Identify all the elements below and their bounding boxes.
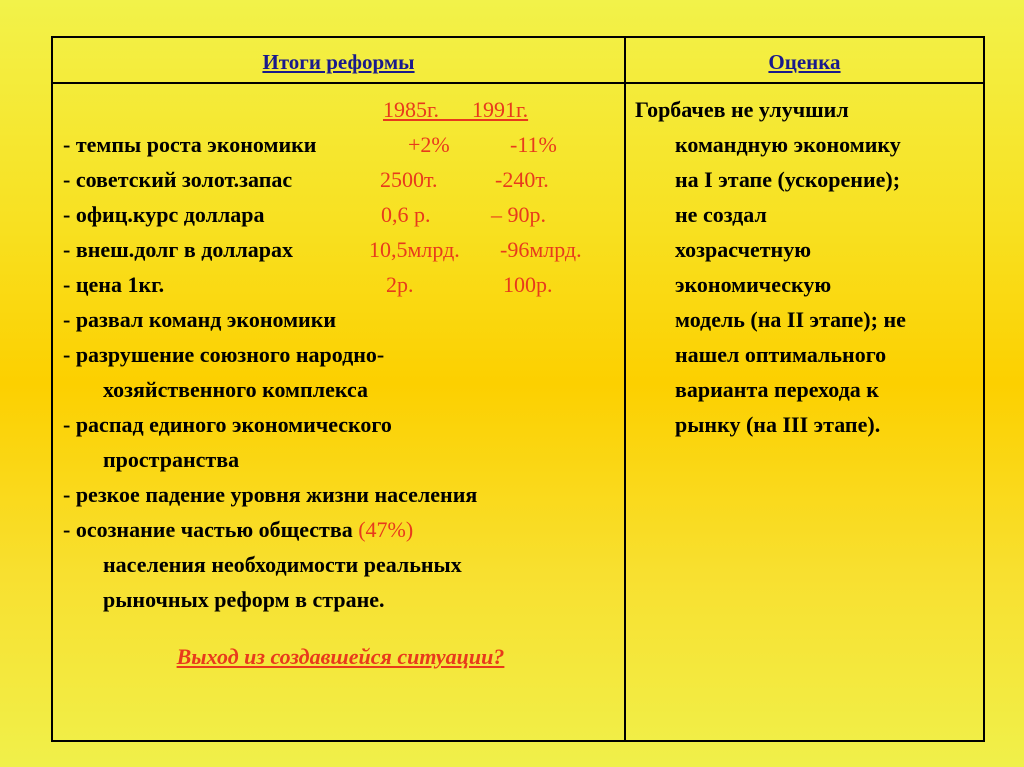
years-header: 1985г. 1991г. (383, 97, 529, 122)
result-item (63, 512, 618, 547)
question-text: Выход из создавшейся ситуации? (176, 644, 505, 669)
assessment-line: не создал (675, 202, 767, 227)
assessment-column (635, 92, 980, 442)
result-item-continued: пространства (103, 447, 240, 472)
stat-value-1985: 2р. (386, 272, 414, 297)
assessment-line: варианта перехода к (675, 377, 879, 402)
stat-value-1985: 0,6 р. (381, 202, 431, 227)
stat-row-dollar (63, 197, 618, 232)
stat-value-1991: 100р. (503, 272, 553, 297)
assessment-line: командную экономику (675, 132, 901, 157)
assessment-line: рынку (на III этапе). (675, 412, 881, 437)
result-item: - распад единого экономического (63, 412, 392, 437)
stat-label: - цена 1кг. (63, 272, 165, 297)
stat-label: - советский золот.запас (63, 167, 293, 192)
stat-value-1985: 10,5млрд. (369, 237, 460, 262)
result-item-continued: рыночных реформ в стране. (103, 587, 385, 612)
assessment-line: Горбачев не улучшил (635, 97, 849, 122)
stat-value-1991: -96млрд. (500, 237, 582, 262)
result-item-text: - осознание частью общества (63, 517, 353, 542)
results-table (51, 36, 985, 742)
header-assessment: Оценка (768, 50, 841, 74)
stat-label: - темпы роста экономики (63, 132, 317, 157)
assessment-line: модель (на II этапе); не (675, 307, 906, 332)
stat-value-1991: -11% (510, 132, 557, 157)
stat-row-price (63, 267, 618, 302)
stat-label: - офиц.курс доллара (63, 202, 265, 227)
assessment-line: на I этапе (ускорение); (675, 167, 901, 192)
result-item: - развал команд экономики (63, 307, 337, 332)
stat-row-growth (63, 127, 618, 162)
assessment-line: нашел оптимального (675, 342, 887, 367)
stat-value-1991: -240т. (495, 167, 549, 192)
header-results: Итоги реформы (262, 50, 415, 74)
result-item: - резкое падение уровня жизни населения (63, 482, 478, 507)
column-divider (624, 38, 626, 740)
stat-row-gold (63, 162, 618, 197)
percent-value: (47%) (358, 517, 414, 542)
result-item-continued: населения необходимости реальных (103, 552, 462, 577)
results-column (63, 92, 618, 674)
assessment-line: хозрасчетную (675, 237, 812, 262)
stat-label: - внеш.долг в долларах (63, 237, 294, 262)
stat-value-1991: – 90р. (491, 202, 546, 227)
stat-value-1985: 2500т. (380, 167, 438, 192)
stat-row-debt (63, 232, 618, 267)
assessment-line: экономическую (675, 272, 832, 297)
header-divider (53, 82, 983, 84)
result-item: - разрушение союзного народно- (63, 342, 385, 367)
result-item-continued: хозяйственного комплекса (103, 377, 368, 402)
stat-value-1985: +2% (408, 132, 450, 157)
